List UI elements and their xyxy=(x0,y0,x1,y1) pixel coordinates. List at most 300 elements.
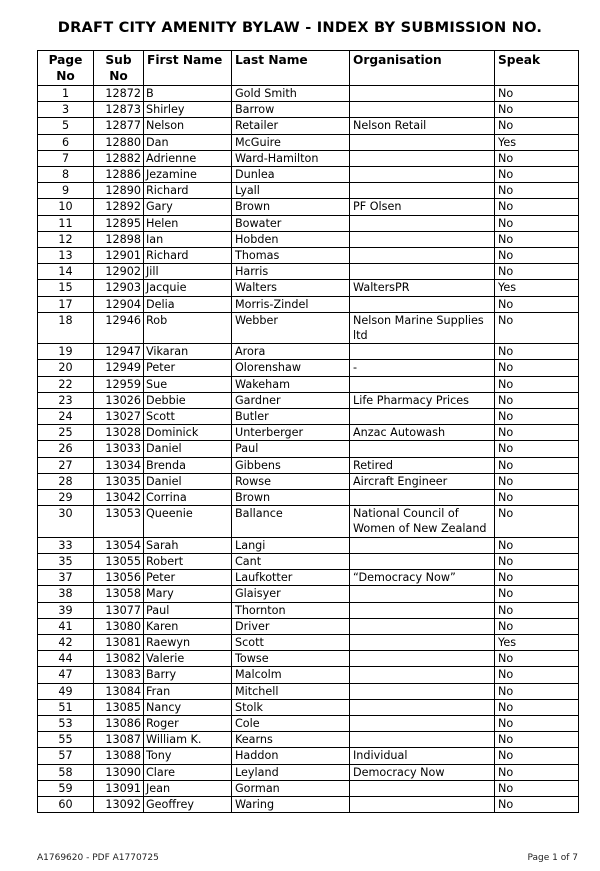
table-row xyxy=(38,490,579,506)
cell-first-name: Jezamine xyxy=(144,167,232,183)
table-row xyxy=(38,553,579,569)
cell-last-name: Stolk xyxy=(232,699,350,715)
cell-speak: Yes xyxy=(495,134,579,150)
cell-first-name: Daniel xyxy=(144,473,232,489)
cell-sub-no: 13091 xyxy=(94,780,144,796)
cell-first-name: Roger xyxy=(144,715,232,731)
cell-page-no: 12 xyxy=(38,231,94,247)
table-row xyxy=(38,732,579,748)
cell-last-name: Ward-Hamilton xyxy=(232,150,350,166)
cell-last-name: Brown xyxy=(232,490,350,506)
cell-organisation xyxy=(350,134,495,150)
cell-page-no: 13 xyxy=(38,248,94,264)
cell-last-name: Haddon xyxy=(232,748,350,764)
column-header-sub-no: Sub No xyxy=(94,51,144,86)
cell-first-name: Sue xyxy=(144,376,232,392)
column-header-last-name: Last Name xyxy=(232,51,350,86)
cell-first-name: Jacquie xyxy=(144,280,232,296)
cell-first-name: Scott xyxy=(144,409,232,425)
cell-last-name: Kearns xyxy=(232,732,350,748)
cell-page-no: 59 xyxy=(38,780,94,796)
table-row xyxy=(38,602,579,618)
cell-last-name: Paul xyxy=(232,441,350,457)
cell-speak: No xyxy=(495,199,579,215)
cell-last-name: Leyland xyxy=(232,764,350,780)
cell-first-name: Paul xyxy=(144,602,232,618)
table-row xyxy=(38,312,579,343)
cell-speak: No xyxy=(495,602,579,618)
table-row xyxy=(38,360,579,376)
cell-organisation: Democracy Now xyxy=(350,764,495,780)
cell-organisation xyxy=(350,586,495,602)
table-row xyxy=(38,570,579,586)
cell-last-name: Waring xyxy=(232,796,350,812)
cell-speak: No xyxy=(495,118,579,134)
cell-sub-no: 12949 xyxy=(94,360,144,376)
cell-speak: No xyxy=(495,86,579,102)
cell-speak: No xyxy=(495,764,579,780)
cell-sub-no: 12895 xyxy=(94,215,144,231)
table-row xyxy=(38,248,579,264)
cell-sub-no: 13080 xyxy=(94,618,144,634)
cell-last-name: Driver xyxy=(232,618,350,634)
table-row xyxy=(38,667,579,683)
cell-sub-no: 13054 xyxy=(94,537,144,553)
cell-first-name: Delia xyxy=(144,296,232,312)
cell-first-name: Helen xyxy=(144,215,232,231)
cell-last-name: Cant xyxy=(232,553,350,569)
cell-organisation xyxy=(350,699,495,715)
cell-organisation xyxy=(350,715,495,731)
cell-sub-no: 12904 xyxy=(94,296,144,312)
cell-sub-no: 13087 xyxy=(94,732,144,748)
cell-sub-no: 12892 xyxy=(94,199,144,215)
cell-first-name: Karen xyxy=(144,618,232,634)
cell-last-name: Scott xyxy=(232,634,350,650)
cell-first-name: Vikaran xyxy=(144,344,232,360)
cell-organisation xyxy=(350,296,495,312)
cell-speak: No xyxy=(495,392,579,408)
table-row xyxy=(38,764,579,780)
cell-last-name: Retailer xyxy=(232,118,350,134)
cell-speak: No xyxy=(495,473,579,489)
cell-organisation: Life Pharmacy Prices xyxy=(350,392,495,408)
cell-last-name: Lyall xyxy=(232,183,350,199)
cell-page-no: 7 xyxy=(38,150,94,166)
cell-first-name: Peter xyxy=(144,570,232,586)
cell-last-name: Thornton xyxy=(232,602,350,618)
cell-speak: Yes xyxy=(495,280,579,296)
cell-page-no: 9 xyxy=(38,183,94,199)
cell-page-no: 57 xyxy=(38,748,94,764)
cell-page-no: 22 xyxy=(38,376,94,392)
cell-page-no: 47 xyxy=(38,667,94,683)
cell-sub-no: 12890 xyxy=(94,183,144,199)
cell-organisation: Anzac Autowash xyxy=(350,425,495,441)
table-row xyxy=(38,102,579,118)
cell-speak: No xyxy=(495,231,579,247)
cell-sub-no: 12946 xyxy=(94,312,144,343)
table-row xyxy=(38,280,579,296)
cell-first-name: Nancy xyxy=(144,699,232,715)
cell-sub-no: 12901 xyxy=(94,248,144,264)
cell-organisation xyxy=(350,683,495,699)
table-row xyxy=(38,167,579,183)
cell-sub-no: 12898 xyxy=(94,231,144,247)
cell-first-name: Fran xyxy=(144,683,232,699)
cell-sub-no: 12873 xyxy=(94,102,144,118)
cell-speak: No xyxy=(495,618,579,634)
cell-page-no: 20 xyxy=(38,360,94,376)
cell-organisation xyxy=(350,409,495,425)
cell-speak: No xyxy=(495,409,579,425)
cell-speak: No xyxy=(495,586,579,602)
cell-page-no: 33 xyxy=(38,537,94,553)
cell-first-name: Adrienne xyxy=(144,150,232,166)
cell-sub-no: 13055 xyxy=(94,553,144,569)
footer-document-reference: A1769620 - PDF A1770725 xyxy=(37,853,159,863)
cell-page-no: 23 xyxy=(38,392,94,408)
table-row xyxy=(38,796,579,812)
cell-speak: No xyxy=(495,667,579,683)
cell-first-name: Richard xyxy=(144,248,232,264)
cell-organisation xyxy=(350,441,495,457)
column-header-first-name: First Name xyxy=(144,51,232,86)
cell-speak: No xyxy=(495,248,579,264)
cell-speak: No xyxy=(495,553,579,569)
cell-page-no: 5 xyxy=(38,118,94,134)
cell-organisation: National Council of Women of New Zealand xyxy=(350,506,495,537)
cell-page-no: 35 xyxy=(38,553,94,569)
cell-last-name: McGuire xyxy=(232,134,350,150)
table-row xyxy=(38,409,579,425)
cell-sub-no: 13042 xyxy=(94,490,144,506)
cell-speak: No xyxy=(495,699,579,715)
cell-organisation xyxy=(350,490,495,506)
cell-sub-no: 12959 xyxy=(94,376,144,392)
cell-last-name: Glaisyer xyxy=(232,586,350,602)
cell-last-name: Gorman xyxy=(232,780,350,796)
cell-sub-no: 12903 xyxy=(94,280,144,296)
cell-sub-no: 13077 xyxy=(94,602,144,618)
cell-sub-no: 13088 xyxy=(94,748,144,764)
table-row xyxy=(38,473,579,489)
cell-first-name: B xyxy=(144,86,232,102)
cell-last-name: Webber xyxy=(232,312,350,343)
table-row xyxy=(38,392,579,408)
cell-first-name: Peter xyxy=(144,360,232,376)
cell-last-name: Butler xyxy=(232,409,350,425)
table-row xyxy=(38,441,579,457)
cell-first-name: Debbie xyxy=(144,392,232,408)
cell-organisation: PF Olsen xyxy=(350,199,495,215)
cell-page-no: 60 xyxy=(38,796,94,812)
cell-page-no: 10 xyxy=(38,199,94,215)
cell-speak: No xyxy=(495,796,579,812)
table-row xyxy=(38,344,579,360)
cell-organisation xyxy=(350,796,495,812)
cell-speak: No xyxy=(495,732,579,748)
cell-first-name: Valerie xyxy=(144,651,232,667)
cell-speak: No xyxy=(495,570,579,586)
document-title: DRAFT CITY AMENITY BYLAW - INDEX BY SUBMISSION NO. xyxy=(57,19,543,36)
cell-last-name: Harris xyxy=(232,264,350,280)
table-row xyxy=(38,537,579,553)
cell-speak: No xyxy=(495,715,579,731)
cell-first-name: Sarah xyxy=(144,537,232,553)
cell-sub-no: 13086 xyxy=(94,715,144,731)
cell-speak: No xyxy=(495,651,579,667)
cell-sub-no: 13083 xyxy=(94,667,144,683)
cell-organisation xyxy=(350,667,495,683)
cell-last-name: Gibbens xyxy=(232,457,350,473)
cell-page-no: 29 xyxy=(38,490,94,506)
cell-sub-no: 13084 xyxy=(94,683,144,699)
cell-speak: No xyxy=(495,183,579,199)
cell-organisation: - xyxy=(350,360,495,376)
cell-sub-no: 13033 xyxy=(94,441,144,457)
cell-speak: No xyxy=(495,490,579,506)
table-row xyxy=(38,86,579,102)
cell-sub-no: 13028 xyxy=(94,425,144,441)
table-row xyxy=(38,134,579,150)
cell-last-name: Ballance xyxy=(232,506,350,537)
cell-last-name: Morris-Zindel xyxy=(232,296,350,312)
table-row xyxy=(38,150,579,166)
cell-first-name: Jill xyxy=(144,264,232,280)
cell-organisation xyxy=(350,248,495,264)
cell-sub-no: 12872 xyxy=(94,86,144,102)
cell-first-name: Clare xyxy=(144,764,232,780)
cell-organisation: “Democracy Now” xyxy=(350,570,495,586)
cell-organisation: Nelson Marine Supplies ltd xyxy=(350,312,495,343)
cell-page-no: 30 xyxy=(38,506,94,537)
cell-first-name: Gary xyxy=(144,199,232,215)
cell-speak: No xyxy=(495,376,579,392)
cell-first-name: William K. xyxy=(144,732,232,748)
cell-speak: No xyxy=(495,102,579,118)
cell-last-name: Hobden xyxy=(232,231,350,247)
cell-page-no: 17 xyxy=(38,296,94,312)
cell-page-no: 39 xyxy=(38,602,94,618)
table-row xyxy=(38,376,579,392)
cell-sub-no: 12886 xyxy=(94,167,144,183)
cell-speak: No xyxy=(495,167,579,183)
cell-last-name: Brown xyxy=(232,199,350,215)
table-row xyxy=(38,199,579,215)
cell-last-name: Rowse xyxy=(232,473,350,489)
cell-organisation xyxy=(350,264,495,280)
cell-page-no: 44 xyxy=(38,651,94,667)
cell-organisation xyxy=(350,602,495,618)
cell-sub-no: 13058 xyxy=(94,586,144,602)
table-row xyxy=(38,634,579,650)
cell-organisation xyxy=(350,344,495,360)
cell-last-name: Dunlea xyxy=(232,167,350,183)
cell-page-no: 18 xyxy=(38,312,94,343)
cell-speak: No xyxy=(495,150,579,166)
cell-organisation xyxy=(350,780,495,796)
cell-page-no: 3 xyxy=(38,102,94,118)
cell-last-name: Malcolm xyxy=(232,667,350,683)
cell-sub-no: 13082 xyxy=(94,651,144,667)
cell-organisation xyxy=(350,618,495,634)
cell-speak: No xyxy=(495,506,579,537)
cell-first-name: Barry xyxy=(144,667,232,683)
submission-index-table xyxy=(37,50,579,813)
cell-first-name: Dan xyxy=(144,134,232,150)
cell-last-name: Gardner xyxy=(232,392,350,408)
table-row xyxy=(38,699,579,715)
cell-speak: No xyxy=(495,748,579,764)
cell-organisation: Individual xyxy=(350,748,495,764)
cell-page-no: 37 xyxy=(38,570,94,586)
cell-first-name: Richard xyxy=(144,183,232,199)
cell-first-name: Nelson xyxy=(144,118,232,134)
cell-first-name: Mary xyxy=(144,586,232,602)
cell-first-name: Shirley xyxy=(144,102,232,118)
cell-first-name: Queenie xyxy=(144,506,232,537)
cell-sub-no: 13056 xyxy=(94,570,144,586)
cell-last-name: Barrow xyxy=(232,102,350,118)
cell-first-name: Robert xyxy=(144,553,232,569)
cell-organisation xyxy=(350,102,495,118)
table-row xyxy=(38,748,579,764)
cell-first-name: Brenda xyxy=(144,457,232,473)
table-row xyxy=(38,457,579,473)
cell-sub-no: 12947 xyxy=(94,344,144,360)
cell-page-no: 53 xyxy=(38,715,94,731)
cell-speak: No xyxy=(495,425,579,441)
cell-page-no: 38 xyxy=(38,586,94,602)
header-row xyxy=(38,51,579,86)
cell-first-name: Raewyn xyxy=(144,634,232,650)
cell-first-name: Ian xyxy=(144,231,232,247)
cell-last-name: Mitchell xyxy=(232,683,350,699)
cell-speak: No xyxy=(495,441,579,457)
cell-page-no: 19 xyxy=(38,344,94,360)
cell-last-name: Langi xyxy=(232,537,350,553)
cell-sub-no: 13026 xyxy=(94,392,144,408)
table-row xyxy=(38,215,579,231)
cell-organisation xyxy=(350,86,495,102)
cell-sub-no: 12877 xyxy=(94,118,144,134)
cell-last-name: Olorenshaw xyxy=(232,360,350,376)
cell-speak: No xyxy=(495,457,579,473)
cell-speak: No xyxy=(495,344,579,360)
column-header-page-no: Page No xyxy=(38,51,94,86)
cell-page-no: 55 xyxy=(38,732,94,748)
cell-page-no: 42 xyxy=(38,634,94,650)
cell-page-no: 8 xyxy=(38,167,94,183)
cell-organisation xyxy=(350,376,495,392)
cell-first-name: Daniel xyxy=(144,441,232,457)
cell-speak: No xyxy=(495,780,579,796)
cell-page-no: 14 xyxy=(38,264,94,280)
table-row xyxy=(38,118,579,134)
cell-organisation: Nelson Retail xyxy=(350,118,495,134)
table-row xyxy=(38,506,579,537)
cell-sub-no: 13092 xyxy=(94,796,144,812)
cell-organisation xyxy=(350,537,495,553)
footer-page-number: Page 1 of 7 xyxy=(527,853,578,863)
cell-page-no: 49 xyxy=(38,683,94,699)
cell-speak: No xyxy=(495,360,579,376)
cell-page-no: 11 xyxy=(38,215,94,231)
cell-organisation xyxy=(350,183,495,199)
cell-sub-no: 13090 xyxy=(94,764,144,780)
cell-speak: No xyxy=(495,296,579,312)
cell-speak: No xyxy=(495,215,579,231)
table-row xyxy=(38,651,579,667)
cell-organisation xyxy=(350,651,495,667)
cell-sub-no: 12880 xyxy=(94,134,144,150)
table-row xyxy=(38,586,579,602)
cell-last-name: Arora xyxy=(232,344,350,360)
cell-first-name: Rob xyxy=(144,312,232,343)
table-row xyxy=(38,683,579,699)
cell-last-name: Laufkotter xyxy=(232,570,350,586)
cell-page-no: 25 xyxy=(38,425,94,441)
cell-page-no: 58 xyxy=(38,764,94,780)
table-row xyxy=(38,780,579,796)
cell-organisation: Retired xyxy=(350,457,495,473)
cell-speak: No xyxy=(495,537,579,553)
cell-organisation: WaltersPR xyxy=(350,280,495,296)
table-row xyxy=(38,231,579,247)
cell-page-no: 24 xyxy=(38,409,94,425)
column-header-speak: Speak xyxy=(495,51,579,86)
cell-last-name: Unterberger xyxy=(232,425,350,441)
cell-sub-no: 13027 xyxy=(94,409,144,425)
table-row xyxy=(38,425,579,441)
cell-organisation xyxy=(350,231,495,247)
cell-sub-no: 13035 xyxy=(94,473,144,489)
cell-page-no: 27 xyxy=(38,457,94,473)
cell-page-no: 28 xyxy=(38,473,94,489)
cell-first-name: Dominick xyxy=(144,425,232,441)
cell-organisation xyxy=(350,634,495,650)
cell-organisation xyxy=(350,553,495,569)
cell-last-name: Walters xyxy=(232,280,350,296)
cell-last-name: Cole xyxy=(232,715,350,731)
cell-organisation xyxy=(350,732,495,748)
table-row xyxy=(38,618,579,634)
table-row xyxy=(38,264,579,280)
cell-sub-no: 13034 xyxy=(94,457,144,473)
table-row xyxy=(38,715,579,731)
cell-page-no: 1 xyxy=(38,86,94,102)
cell-first-name: Geoffrey xyxy=(144,796,232,812)
column-header-organisation: Organisation xyxy=(350,51,495,86)
cell-first-name: Jean xyxy=(144,780,232,796)
table-row xyxy=(38,183,579,199)
table-row xyxy=(38,296,579,312)
cell-first-name: Corrina xyxy=(144,490,232,506)
cell-speak: No xyxy=(495,264,579,280)
cell-last-name: Thomas xyxy=(232,248,350,264)
cell-sub-no: 13085 xyxy=(94,699,144,715)
cell-sub-no: 12902 xyxy=(94,264,144,280)
cell-organisation xyxy=(350,215,495,231)
cell-speak: Yes xyxy=(495,634,579,650)
cell-last-name: Towse xyxy=(232,651,350,667)
cell-page-no: 51 xyxy=(38,699,94,715)
cell-speak: No xyxy=(495,312,579,343)
cell-organisation xyxy=(350,167,495,183)
cell-page-no: 6 xyxy=(38,134,94,150)
cell-last-name: Wakeham xyxy=(232,376,350,392)
